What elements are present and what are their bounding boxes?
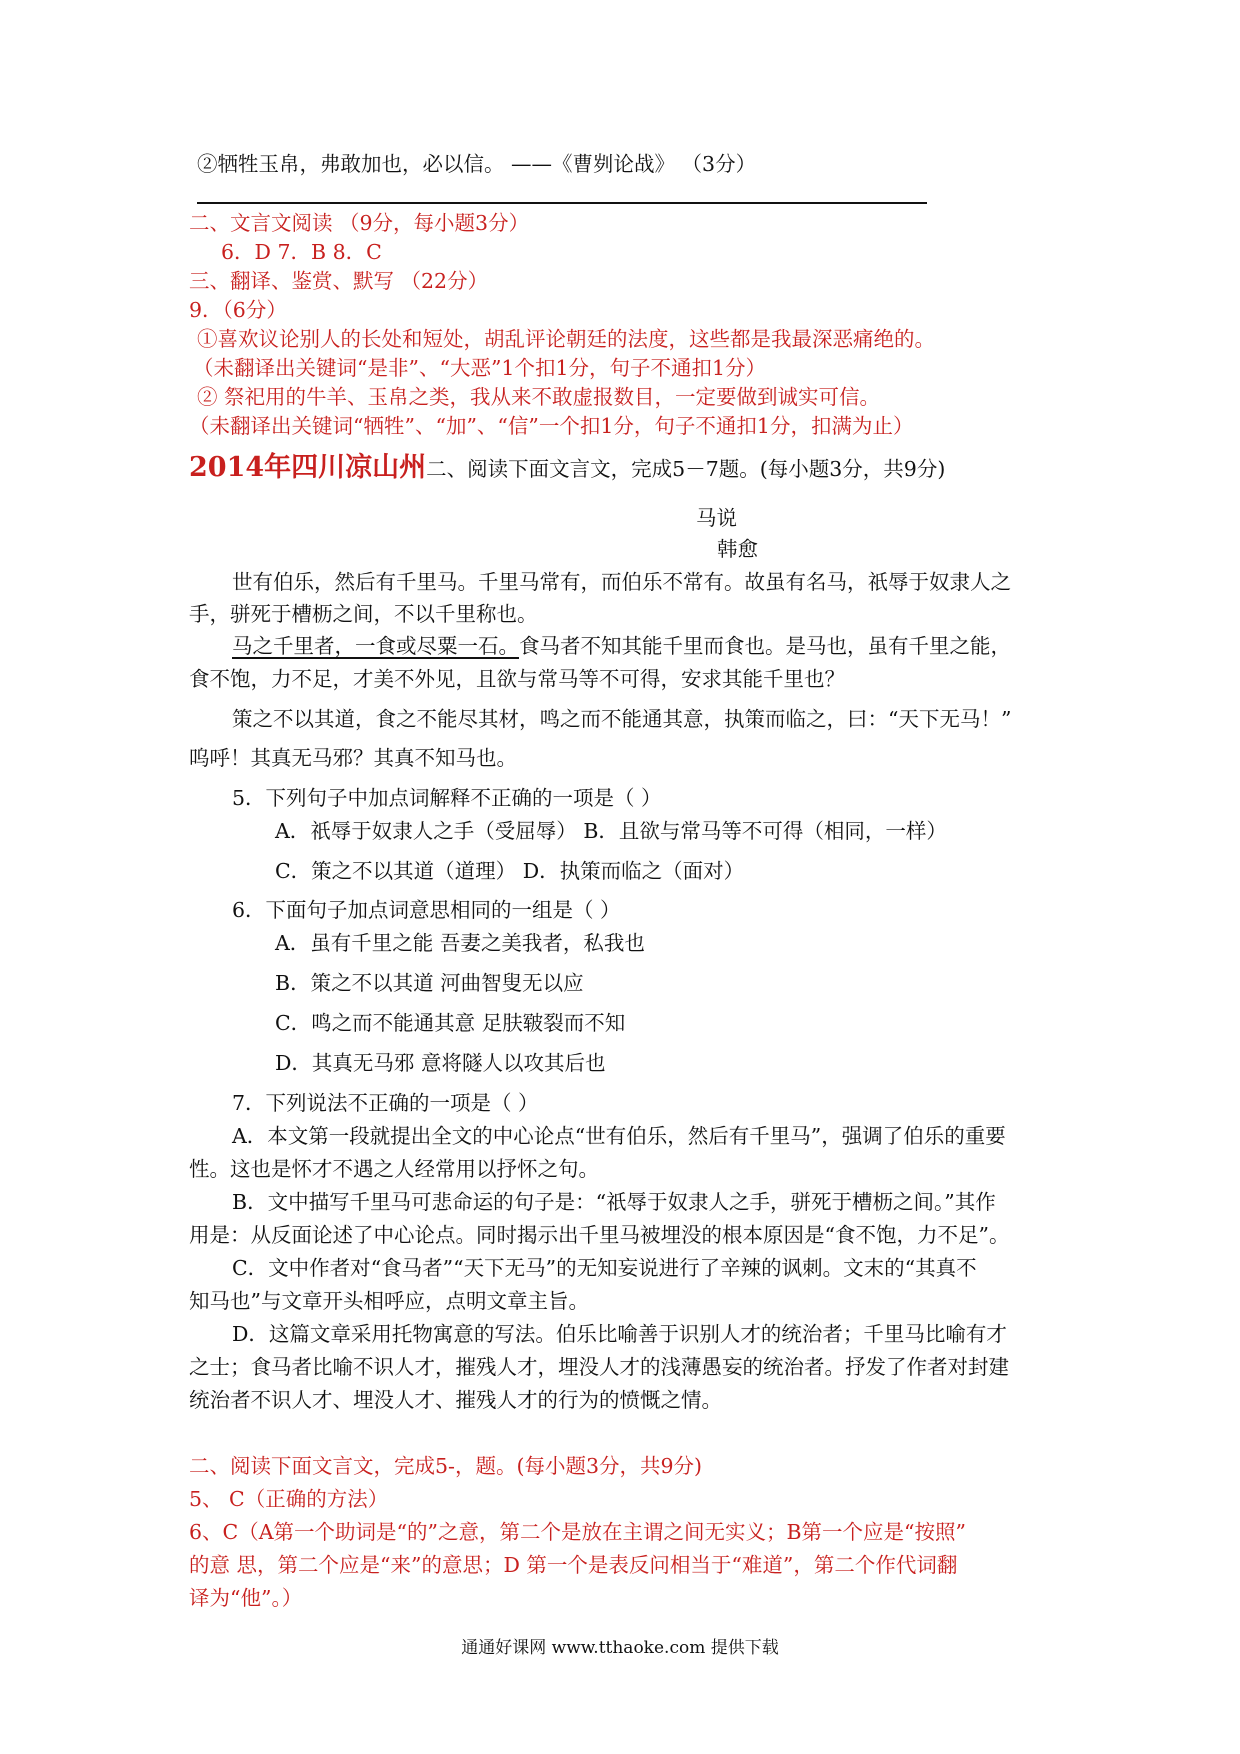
passage-p1-line1: 世有伯乐，然后有千里马。千里马常有，而伯乐不常有。故虽有名马，祇辱于奴隶人之 [232, 570, 1011, 594]
question-6-option-c: C．鸣之而不能通其意 足肤皲裂而不知 [275, 1011, 626, 1035]
answer-q9-1: ①喜欢议论别人的长处和短处，胡乱评论朝廷的法度，这些都是我最深恶痛绝的。 [197, 327, 935, 351]
answers-section2-values: 6．D 7．B 8．C [221, 240, 382, 264]
question-5: 5．下列句子中加点词解释不正确的一项是（ ） [232, 786, 662, 810]
question-6-option-d: D．其真无马邪 意将隧人以攻其后也 [275, 1051, 606, 1075]
passage-p3-line2: 呜呼！其真无马邪？其真不知马也。 [189, 746, 517, 770]
question-7: 7．下列说法不正确的一项是（ ） [232, 1091, 539, 1115]
answers-section3-heading: 三、翻译、鉴赏、默写 （22分） [189, 269, 489, 293]
passage-title: 马说 [696, 506, 737, 530]
question-7-c-line1: C．文中作者对“食马者”“天下无马”的无知妄说进行了辛辣的讽刺。文末的“其真不 [232, 1256, 977, 1280]
question-7-c-line2: 知马也”与文章开头相呼应，点明文章主旨。 [189, 1289, 589, 1313]
answer-6-line3: 译为“他”。） [189, 1586, 303, 1610]
answer-5: 5、 C（正确的方法） [189, 1487, 389, 1511]
question-7-d-line1: D．这篇文章采用托物寓意的写法。伯乐比喻善于识别人才的统治者；千里马比喻有才 [232, 1322, 1007, 1346]
page-footer: 通通好课网 www.tthaoke.com 提供下载 [461, 1638, 779, 1658]
section-instruction: 二、阅读下面文言文，完成5－7题。(每小题3分，共9分) [426, 457, 946, 481]
answer-q9-2-note: （未翻译出关键词“牺牲”、“加”、“信”一个扣1分，句子不通扣1分，扣满为止） [189, 414, 914, 438]
question-7-b-line2: 用是：从反面论述了中心论点。同时揭示出千里马被埋没的根本原因是“食不饱，力不足”。 [189, 1223, 1010, 1247]
passage-p3-line1: 策之不以其道，食之不能尽其材，鸣之而不能通其意，执策而临之，曰：“天下无马！” [232, 707, 1012, 731]
answers-section2-heading: 二、文言文阅读 （9分，每小题3分） [189, 211, 530, 235]
passage-p2-line2: 食不饱，力不足，才美不外见，且欲与常马等不可得，安求其能千里也？ [189, 667, 845, 691]
question-5-options-cd: C．策之不以其道（道理） D．执策而临之（面对） [275, 859, 745, 883]
answer-q9-2: ② 祭祀用的牛羊、玉帛之类，我从来不敢虚报数目，一定要做到诚实可信。 [197, 385, 881, 409]
passage-p2-line1 [232, 632, 1011, 660]
question-7-a-line1: A．本文第一段就提出全文的中心论点“世有伯乐，然后有千里马”，强调了伯乐的重要 [232, 1124, 1006, 1148]
passage-p1-line2: 手，骈死于槽枥之间，不以千里称也。 [189, 602, 538, 626]
question-7-a-line2: 性。这也是怀才不遇之人经常用以抒怀之句。 [189, 1157, 599, 1181]
answer-q9-heading: 9．（6分） [189, 298, 287, 322]
passage-author: 韩愈 [717, 537, 758, 561]
question-7-d-line2: 之士；食马者比喻不识人才，摧残人才，埋没人才的浅薄愚妄的统治者。抒发了作者对封建 [189, 1355, 1009, 1379]
passage-underlined-sentence: 马之千里者，一食或尽粟一石。 [232, 634, 519, 658]
question-7-b-line1: B．文中描写千里马可悲命运的句子是：“祇辱于奴隶人之手，骈死于槽枥之间。”其作 [232, 1190, 996, 1214]
question-7-d-line3: 统治者不识人才、埋没人才、摧残人才的行为的愤慨之情。 [189, 1388, 722, 1412]
section-title [189, 454, 945, 483]
question-6: 6．下面句子加点词意思相同的一组是（ ） [232, 898, 621, 922]
answer-6-line2: 的意 思，第二个应是“来”的意思；D 第一个是表反问相当于“难道”，第二个作代词翻 [189, 1553, 958, 1577]
question-6-option-b: B．策之不以其道 河曲智叟无以应 [275, 971, 584, 995]
answer-6-line1: 6、C（A第一个助词是“的”之意，第二个是放在主谓之间无实义；B第一个应是“按照” [189, 1520, 967, 1544]
answers2-heading: 二、阅读下面文言文，完成5-，题。(每小题3分，共9分) [189, 1454, 703, 1478]
passage-p2-rest: 食马者不知其能千里而食也。是马也，虽有千里之能， [519, 634, 1011, 658]
section-year-place: 2014年四川凉山州 [189, 452, 427, 483]
horizontal-rule [197, 202, 927, 204]
answer-q9-1-note: （未翻译出关键词“是非”、“大恶”1个扣1分，句子不通扣1分） [193, 356, 767, 380]
question-6-option-a: A．虽有千里之能 吾妻之美我者，私我也 [275, 931, 645, 955]
top-sentence: ②牺牲玉帛，弗敢加也，必以信。 ——《曹刿论战》 （3分） [197, 152, 757, 176]
question-5-options-ab: A．祇辱于奴隶人之手（受屈辱） B．且欲与常马等不可得（相同，一样） [275, 819, 947, 843]
